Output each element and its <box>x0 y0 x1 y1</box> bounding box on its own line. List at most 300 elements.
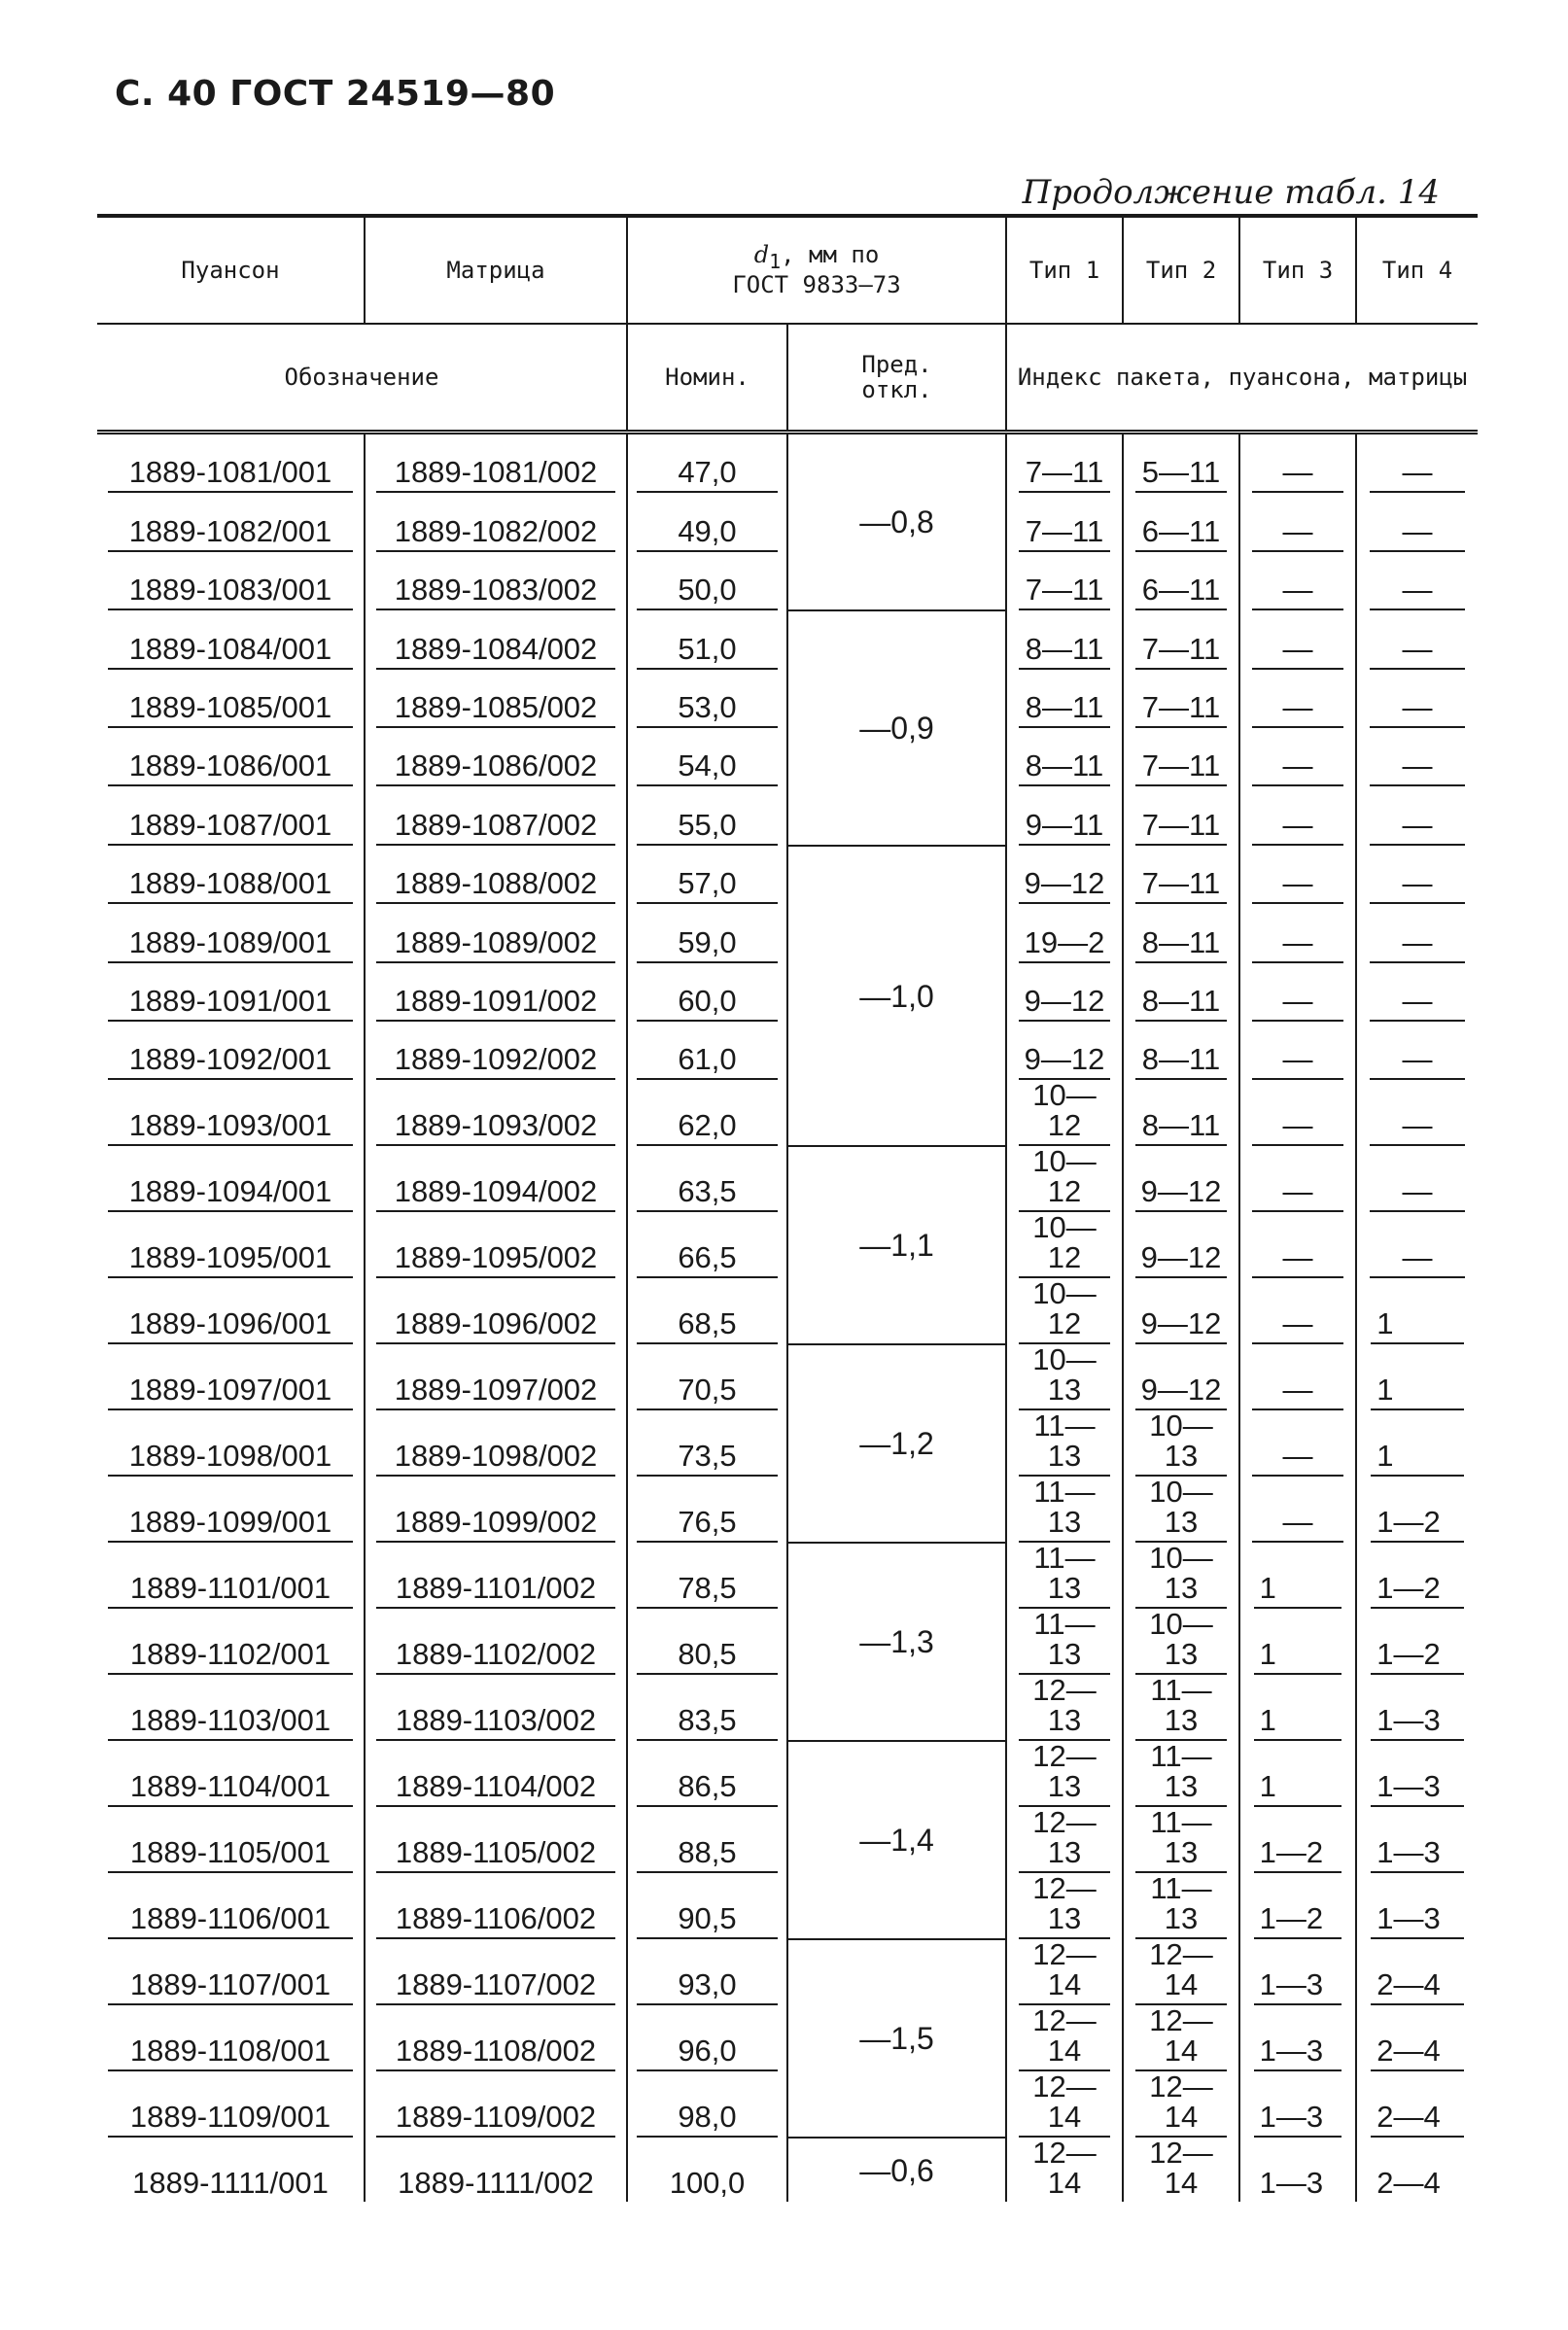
cell-t1-value: 12—13 <box>1019 1807 1109 1873</box>
cell-punch <box>97 1344 365 1410</box>
cell-t2-value: 11—13 <box>1135 1873 1226 1939</box>
cell-t4 <box>1356 786 1478 845</box>
cell-punch <box>97 1278 365 1344</box>
cell-t2 <box>1123 904 1239 962</box>
cell-t4 <box>1356 728 1478 786</box>
cell-t3 <box>1239 963 1356 1022</box>
cell-t4-value: 1—3 <box>1371 1771 1464 1807</box>
cell-t1 <box>1006 1609 1123 1675</box>
cell-t3-value: — <box>1252 868 1342 904</box>
cell-punch <box>97 1477 365 1543</box>
cell-t4 <box>1356 1609 1478 1675</box>
cell-t1-value: 19—2 <box>1019 927 1109 963</box>
cell-matrix <box>365 728 627 786</box>
cell-t3-value: 1 <box>1254 1639 1342 1675</box>
cell-t1 <box>1006 1939 1123 2005</box>
cell-nominal <box>627 963 787 1022</box>
cell-t3 <box>1239 904 1356 962</box>
cell-punch <box>97 493 365 551</box>
cell-matrix <box>365 1741 627 1807</box>
cell-punch-value: 1889-1102/001 <box>108 1639 353 1675</box>
cell-t1-value: 11—13 <box>1019 1609 1109 1675</box>
cell-t2-value: 6—11 <box>1135 574 1226 610</box>
cell-punch-value: 1889-1087/001 <box>108 810 353 846</box>
cell-nominal-value: 70,5 <box>637 1374 778 1410</box>
cell-t4-value: 1 <box>1371 1374 1464 1410</box>
cell-nominal-value: 78,5 <box>637 1573 778 1609</box>
cell-matrix-value: 1889-1108/002 <box>376 2035 615 2071</box>
cell-t4-value: — <box>1370 1176 1466 1212</box>
cell-nominal-value: 90,5 <box>637 1903 778 1939</box>
header-type1: Тип 1 <box>1006 216 1123 324</box>
cell-t2 <box>1123 1080 1239 1146</box>
cell-nominal-value: 88,5 <box>637 1837 778 1873</box>
cell-punch <box>97 1022 365 1080</box>
cell-t2 <box>1123 1939 1239 2005</box>
cell-punch <box>97 433 365 494</box>
cell-matrix <box>365 1543 627 1609</box>
cell-matrix <box>365 1939 627 2005</box>
cell-t1-value: 11—13 <box>1019 1543 1109 1609</box>
cell-punch <box>97 552 365 610</box>
header-type2: Тип 2 <box>1123 216 1239 324</box>
cell-t3 <box>1239 552 1356 610</box>
cell-t2-value: 10—13 <box>1135 1477 1226 1543</box>
cell-matrix <box>365 2071 627 2138</box>
table-row <box>97 1939 1478 2005</box>
cell-matrix-value: 1889-1103/002 <box>376 1705 615 1741</box>
cell-matrix-value: 1889-1102/002 <box>376 1639 615 1675</box>
cell-t3 <box>1239 493 1356 551</box>
cell-matrix-value: 1889-1081/002 <box>376 457 615 493</box>
cell-punch <box>97 728 365 786</box>
cell-punch <box>97 2005 365 2071</box>
cell-t1-value: 12—13 <box>1019 1675 1109 1741</box>
cell-punch-value: 1889-1091/001 <box>108 986 353 1022</box>
cell-t1-value: 12—14 <box>1019 2005 1109 2071</box>
table-row <box>97 1344 1478 1410</box>
cell-t3-value: — <box>1252 810 1342 846</box>
cell-t1-value: 12—14 <box>1019 1939 1109 2005</box>
cell-t2 <box>1123 1609 1239 1675</box>
cell-matrix-value: 1889-1087/002 <box>376 810 615 846</box>
cell-t1-value: 7—11 <box>1019 457 1109 493</box>
cell-nominal-value: 68,5 <box>637 1308 778 1344</box>
cell-matrix <box>365 1873 627 1939</box>
cell-t1-value: 10—12 <box>1019 1146 1109 1212</box>
cell-t1 <box>1006 1344 1123 1410</box>
cell-t4-value: 2—4 <box>1371 2035 1464 2071</box>
cell-t3 <box>1239 670 1356 728</box>
cell-nominal <box>627 610 787 669</box>
cell-nominal <box>627 1477 787 1543</box>
cell-t2-value: 7—11 <box>1135 810 1226 846</box>
cell-nominal <box>627 1278 787 1344</box>
cell-matrix-value: 1889-1089/002 <box>376 927 615 963</box>
cell-punch-value: 1889-1107/001 <box>108 1969 353 2005</box>
cell-t2-value: 7—11 <box>1135 750 1226 786</box>
header-deviation-line1: Пред. <box>861 350 932 378</box>
table-row <box>97 1543 1478 1609</box>
cell-t1 <box>1006 1212 1123 1278</box>
cell-punch-value: 1889-1108/001 <box>108 2035 353 2071</box>
cell-t1 <box>1006 1543 1123 1609</box>
cell-matrix-value: 1889-1097/002 <box>376 1374 615 1410</box>
cell-t1-value: 9—12 <box>1019 986 1109 1022</box>
cell-nominal-value: 66,5 <box>637 1242 778 1278</box>
cell-t4-value: — <box>1370 516 1466 552</box>
cell-punch-value: 1889-1104/001 <box>108 1771 353 1807</box>
cell-t2-value: 11—13 <box>1135 1807 1226 1873</box>
cell-matrix <box>365 1146 627 1212</box>
cell-t3-value: — <box>1252 1507 1342 1543</box>
cell-punch <box>97 1675 365 1741</box>
cell-t4-value: — <box>1370 810 1466 846</box>
cell-t1 <box>1006 1807 1123 1873</box>
cell-t2 <box>1123 1022 1239 1080</box>
cell-nominal-value: 53,0 <box>637 692 778 728</box>
cell-t3 <box>1239 728 1356 786</box>
cell-t3 <box>1239 2071 1356 2138</box>
table-continuation-caption: Продолжение табл. 14 <box>1022 173 1440 212</box>
cell-nominal <box>627 1675 787 1741</box>
cell-t2 <box>1123 433 1239 494</box>
cell-t3-value: 1—2 <box>1254 1837 1342 1873</box>
cell-t2 <box>1123 1344 1239 1410</box>
cell-t4-value: 1—2 <box>1371 1507 1464 1543</box>
cell-t3-value: 1—3 <box>1254 2102 1342 2138</box>
cell-nominal-value: 50,0 <box>637 574 778 610</box>
cell-t3 <box>1239 2005 1356 2071</box>
cell-punch <box>97 610 365 669</box>
cell-t3 <box>1239 846 1356 904</box>
cell-t2 <box>1123 1807 1239 1873</box>
cell-t2 <box>1123 2138 1239 2202</box>
cell-t2-value: 11—13 <box>1135 1741 1226 1807</box>
cell-t4 <box>1356 904 1478 962</box>
cell-punch <box>97 1543 365 1609</box>
cell-matrix-value: 1889-1104/002 <box>376 1771 615 1807</box>
cell-t2-value: 8—11 <box>1135 1110 1226 1146</box>
cell-nominal-value: 49,0 <box>637 516 778 552</box>
cell-t4-value: 1—3 <box>1371 1837 1464 1873</box>
cell-t4-value: — <box>1370 1110 1466 1146</box>
cell-matrix <box>365 786 627 845</box>
cell-t3 <box>1239 433 1356 494</box>
cell-nominal-value: 51,0 <box>637 634 778 670</box>
cell-t3 <box>1239 1146 1356 1212</box>
cell-t1 <box>1006 493 1123 551</box>
table-row <box>97 610 1478 669</box>
cell-t4 <box>1356 1873 1478 1939</box>
cell-t2 <box>1123 1212 1239 1278</box>
cell-t3-value: 1 <box>1254 1705 1342 1741</box>
cell-t3-value: — <box>1252 516 1342 552</box>
cell-nominal-value: 86,5 <box>637 1771 778 1807</box>
cell-punch-value: 1889-1084/001 <box>108 634 353 670</box>
cell-t3-value: — <box>1252 750 1342 786</box>
cell-punch-value: 1889-1098/001 <box>108 1441 353 1477</box>
header-punch: Пуансон <box>97 216 365 324</box>
cell-t3-value: — <box>1252 1441 1342 1477</box>
cell-matrix <box>365 1807 627 1873</box>
cell-t1 <box>1006 1675 1123 1741</box>
cell-matrix-value: 1889-1083/002 <box>376 574 615 610</box>
cell-t1-value: 12—14 <box>1032 2136 1097 2201</box>
cell-punch <box>97 786 365 845</box>
cell-t3-value: — <box>1252 1044 1342 1080</box>
cell-punch <box>97 2138 365 2202</box>
cell-t1-value: 12—13 <box>1019 1873 1109 1939</box>
cell-punch <box>97 670 365 728</box>
cell-punch <box>97 2071 365 2138</box>
cell-matrix <box>365 846 627 904</box>
cell-matrix <box>365 2005 627 2071</box>
cell-punch-value: 1889-1086/001 <box>108 750 353 786</box>
cell-t3 <box>1239 1022 1356 1080</box>
cell-t2-value: 12—14 <box>1149 2136 1213 2201</box>
cell-nominal <box>627 1873 787 1939</box>
cell-t4-value: — <box>1370 574 1466 610</box>
tool-index-table <box>97 214 1478 2202</box>
cell-t2 <box>1123 728 1239 786</box>
cell-nominal-value: 62,0 <box>637 1110 778 1146</box>
cell-nominal <box>627 1344 787 1410</box>
cell-t3-value: — <box>1252 927 1342 963</box>
cell-matrix <box>365 1344 627 1410</box>
cell-t2-value: 12—14 <box>1135 2071 1226 2138</box>
cell-t3 <box>1239 2138 1356 2202</box>
table-row <box>97 2138 1478 2202</box>
cell-t2-value: 7—11 <box>1135 692 1226 728</box>
cell-t4 <box>1356 1212 1478 1278</box>
cell-t2 <box>1123 1543 1239 1609</box>
cell-punch-value: 1889-1089/001 <box>108 927 353 963</box>
cell-t3 <box>1239 1477 1356 1543</box>
cell-t3 <box>1239 1543 1356 1609</box>
cell-t4-value: — <box>1370 692 1466 728</box>
cell-t3-value: 1 <box>1254 1573 1342 1609</box>
cell-nominal-value: 59,0 <box>637 927 778 963</box>
cell-t4 <box>1356 1344 1478 1410</box>
cell-t2-value: 9—12 <box>1135 1176 1226 1212</box>
cell-punch <box>97 1741 365 1807</box>
cell-t3-value: 1—3 <box>1259 2166 1324 2201</box>
header-deviation <box>787 324 1006 433</box>
cell-punch-value: 1889-1092/001 <box>108 1044 353 1080</box>
cell-punch-value: 1889-1095/001 <box>108 1242 353 1278</box>
cell-t4-value: 1 <box>1371 1441 1464 1477</box>
cell-nominal <box>627 1212 787 1278</box>
cell-nominal-value: 96,0 <box>637 2035 778 2071</box>
cell-t4-value: 1 <box>1371 1308 1464 1344</box>
cell-punch <box>97 1807 365 1873</box>
cell-matrix-value: 1889-1094/002 <box>376 1176 615 1212</box>
cell-t2-value: 10—13 <box>1135 1543 1226 1609</box>
cell-t1-value: 11—13 <box>1019 1477 1109 1543</box>
cell-t4 <box>1356 433 1478 494</box>
cell-t2-value: 7—11 <box>1135 634 1226 670</box>
cell-matrix-value: 1889-1082/002 <box>376 516 615 552</box>
cell-matrix-value: 1889-1086/002 <box>376 750 615 786</box>
cell-t4 <box>1356 1741 1478 1807</box>
cell-t1 <box>1006 1278 1123 1344</box>
cell-t2-value: 11—13 <box>1135 1675 1226 1741</box>
cell-t1-value: 10—12 <box>1019 1080 1109 1146</box>
cell-punch-value: 1889-1106/001 <box>108 1903 353 1939</box>
cell-punch-value: 1889-1097/001 <box>108 1374 353 1410</box>
cell-punch-value: 1889-1085/001 <box>108 692 353 728</box>
cell-matrix <box>365 670 627 728</box>
cell-t1 <box>1006 610 1123 669</box>
cell-t4 <box>1356 846 1478 904</box>
cell-punch-value: 1889-1099/001 <box>108 1507 353 1543</box>
cell-punch-value: 1889-1088/001 <box>108 868 353 904</box>
cell-t2-value: 8—11 <box>1135 927 1226 963</box>
cell-t2 <box>1123 1873 1239 1939</box>
cell-matrix-value: 1889-1084/002 <box>376 634 615 670</box>
cell-nominal-value: 80,5 <box>637 1639 778 1675</box>
cell-punch <box>97 1873 365 1939</box>
cell-punch-value: 1889-1093/001 <box>108 1110 353 1146</box>
cell-nominal <box>627 904 787 962</box>
cell-deviation: —0,6 <box>787 2138 1006 2202</box>
cell-punch <box>97 846 365 904</box>
cell-matrix-value: 1889-1107/002 <box>376 1969 615 2005</box>
cell-t2 <box>1123 1741 1239 1807</box>
header-nominal: Номин. <box>627 324 787 433</box>
cell-t3 <box>1239 786 1356 845</box>
header-matrix: Матрица <box>365 216 627 324</box>
cell-t2 <box>1123 2005 1239 2071</box>
cell-t2 <box>1123 670 1239 728</box>
cell-t2-value: 10—13 <box>1135 1410 1226 1477</box>
cell-matrix <box>365 2138 627 2202</box>
cell-punch-value: 1889-1101/001 <box>108 1573 353 1609</box>
cell-matrix <box>365 610 627 669</box>
cell-t3-value: — <box>1252 1374 1342 1410</box>
cell-t4 <box>1356 1080 1478 1146</box>
cell-deviation: —1,3 <box>787 1543 1006 1741</box>
cell-matrix-value: 1889-1098/002 <box>376 1441 615 1477</box>
cell-nominal-value: 83,5 <box>637 1705 778 1741</box>
cell-nominal-value: 63,5 <box>637 1176 778 1212</box>
cell-nominal <box>627 2071 787 2138</box>
cell-t2 <box>1123 2071 1239 2138</box>
cell-t2 <box>1123 493 1239 551</box>
cell-matrix <box>365 552 627 610</box>
cell-t1 <box>1006 2005 1123 2071</box>
cell-matrix-value: 1889-1092/002 <box>376 1044 615 1080</box>
cell-t1 <box>1006 728 1123 786</box>
cell-t1 <box>1006 1146 1123 1212</box>
cell-t1 <box>1006 552 1123 610</box>
cell-nominal <box>627 1609 787 1675</box>
cell-t1 <box>1006 1022 1123 1080</box>
cell-t3 <box>1239 1080 1356 1146</box>
cell-nominal <box>627 433 787 494</box>
cell-t3-value: 1—2 <box>1254 1903 1342 1939</box>
cell-t2-value: 9—12 <box>1135 1242 1226 1278</box>
cell-deviation: —1,5 <box>787 1939 1006 2138</box>
cell-t3-value: — <box>1252 1176 1342 1212</box>
header-d-rest: , мм по <box>781 241 880 269</box>
cell-t1-value: 8—11 <box>1019 692 1109 728</box>
cell-t1 <box>1006 1873 1123 1939</box>
cell-nominal-value: 76,5 <box>637 1507 778 1543</box>
cell-t1 <box>1006 846 1123 904</box>
cell-punch-value: 1889-1109/001 <box>108 2102 353 2138</box>
cell-matrix <box>365 1278 627 1344</box>
cell-t4 <box>1356 2138 1478 2202</box>
cell-nominal-value: 93,0 <box>637 1969 778 2005</box>
cell-nominal <box>627 1939 787 2005</box>
cell-punch-value: 1889-1111/001 <box>132 2166 329 2201</box>
header-index: Индекс пакета, пуансона, матрицы <box>1006 324 1478 433</box>
cell-matrix <box>365 904 627 962</box>
cell-punch-value: 1889-1105/001 <box>108 1837 353 1873</box>
cell-punch <box>97 1080 365 1146</box>
cell-nominal-value: 100,0 <box>669 2166 746 2201</box>
cell-t4-value: 1—2 <box>1371 1639 1464 1675</box>
cell-t3-value: — <box>1252 1242 1342 1278</box>
cell-punch-value: 1889-1094/001 <box>108 1176 353 1212</box>
cell-t1 <box>1006 1080 1123 1146</box>
cell-t4-value: 1—3 <box>1371 1705 1464 1741</box>
cell-nominal-value: 61,0 <box>637 1044 778 1080</box>
cell-t4 <box>1356 493 1478 551</box>
cell-punch <box>97 1939 365 2005</box>
cell-nominal-value: 47,0 <box>637 457 778 493</box>
cell-t4 <box>1356 2071 1478 2138</box>
cell-t2-value: 7—11 <box>1135 868 1226 904</box>
cell-nominal <box>627 1080 787 1146</box>
cell-nominal <box>627 2138 787 2202</box>
cell-t4-value: 2—4 <box>1371 1969 1464 2005</box>
cell-t3 <box>1239 1807 1356 1873</box>
cell-t2-value: 9—12 <box>1135 1374 1226 1410</box>
cell-deviation: —1,2 <box>787 1344 1006 1543</box>
cell-t1-value: 9—12 <box>1019 1044 1109 1080</box>
cell-deviation: —0,8 <box>787 433 1006 611</box>
page-header: С. 40 ГОСТ 24519—80 <box>115 74 556 114</box>
cell-t1-value: 12—14 <box>1019 2071 1109 2138</box>
cell-matrix <box>365 1080 627 1146</box>
cell-t3 <box>1239 1939 1356 2005</box>
cell-t3-value: — <box>1252 986 1342 1022</box>
cell-t3 <box>1239 610 1356 669</box>
cell-t4-value: — <box>1370 750 1466 786</box>
cell-t4 <box>1356 552 1478 610</box>
header-diameter <box>627 216 1006 324</box>
cell-t2 <box>1123 1675 1239 1741</box>
cell-t1-value: 8—11 <box>1019 750 1109 786</box>
cell-t3-value: — <box>1252 1110 1342 1146</box>
cell-t4-value: 2—4 <box>1376 2166 1441 2201</box>
cell-nominal <box>627 2005 787 2071</box>
cell-punch-value: 1889-1096/001 <box>108 1308 353 1344</box>
cell-punch-value: 1889-1081/001 <box>108 457 353 493</box>
cell-t4 <box>1356 1410 1478 1477</box>
cell-t2 <box>1123 846 1239 904</box>
cell-matrix-value: 1889-1096/002 <box>376 1308 615 1344</box>
cell-t2 <box>1123 1477 1239 1543</box>
cell-t3 <box>1239 1344 1356 1410</box>
cell-t1-value: 11—13 <box>1019 1410 1109 1477</box>
cell-punch <box>97 904 365 962</box>
cell-matrix <box>365 1022 627 1080</box>
cell-t4-value: — <box>1370 634 1466 670</box>
